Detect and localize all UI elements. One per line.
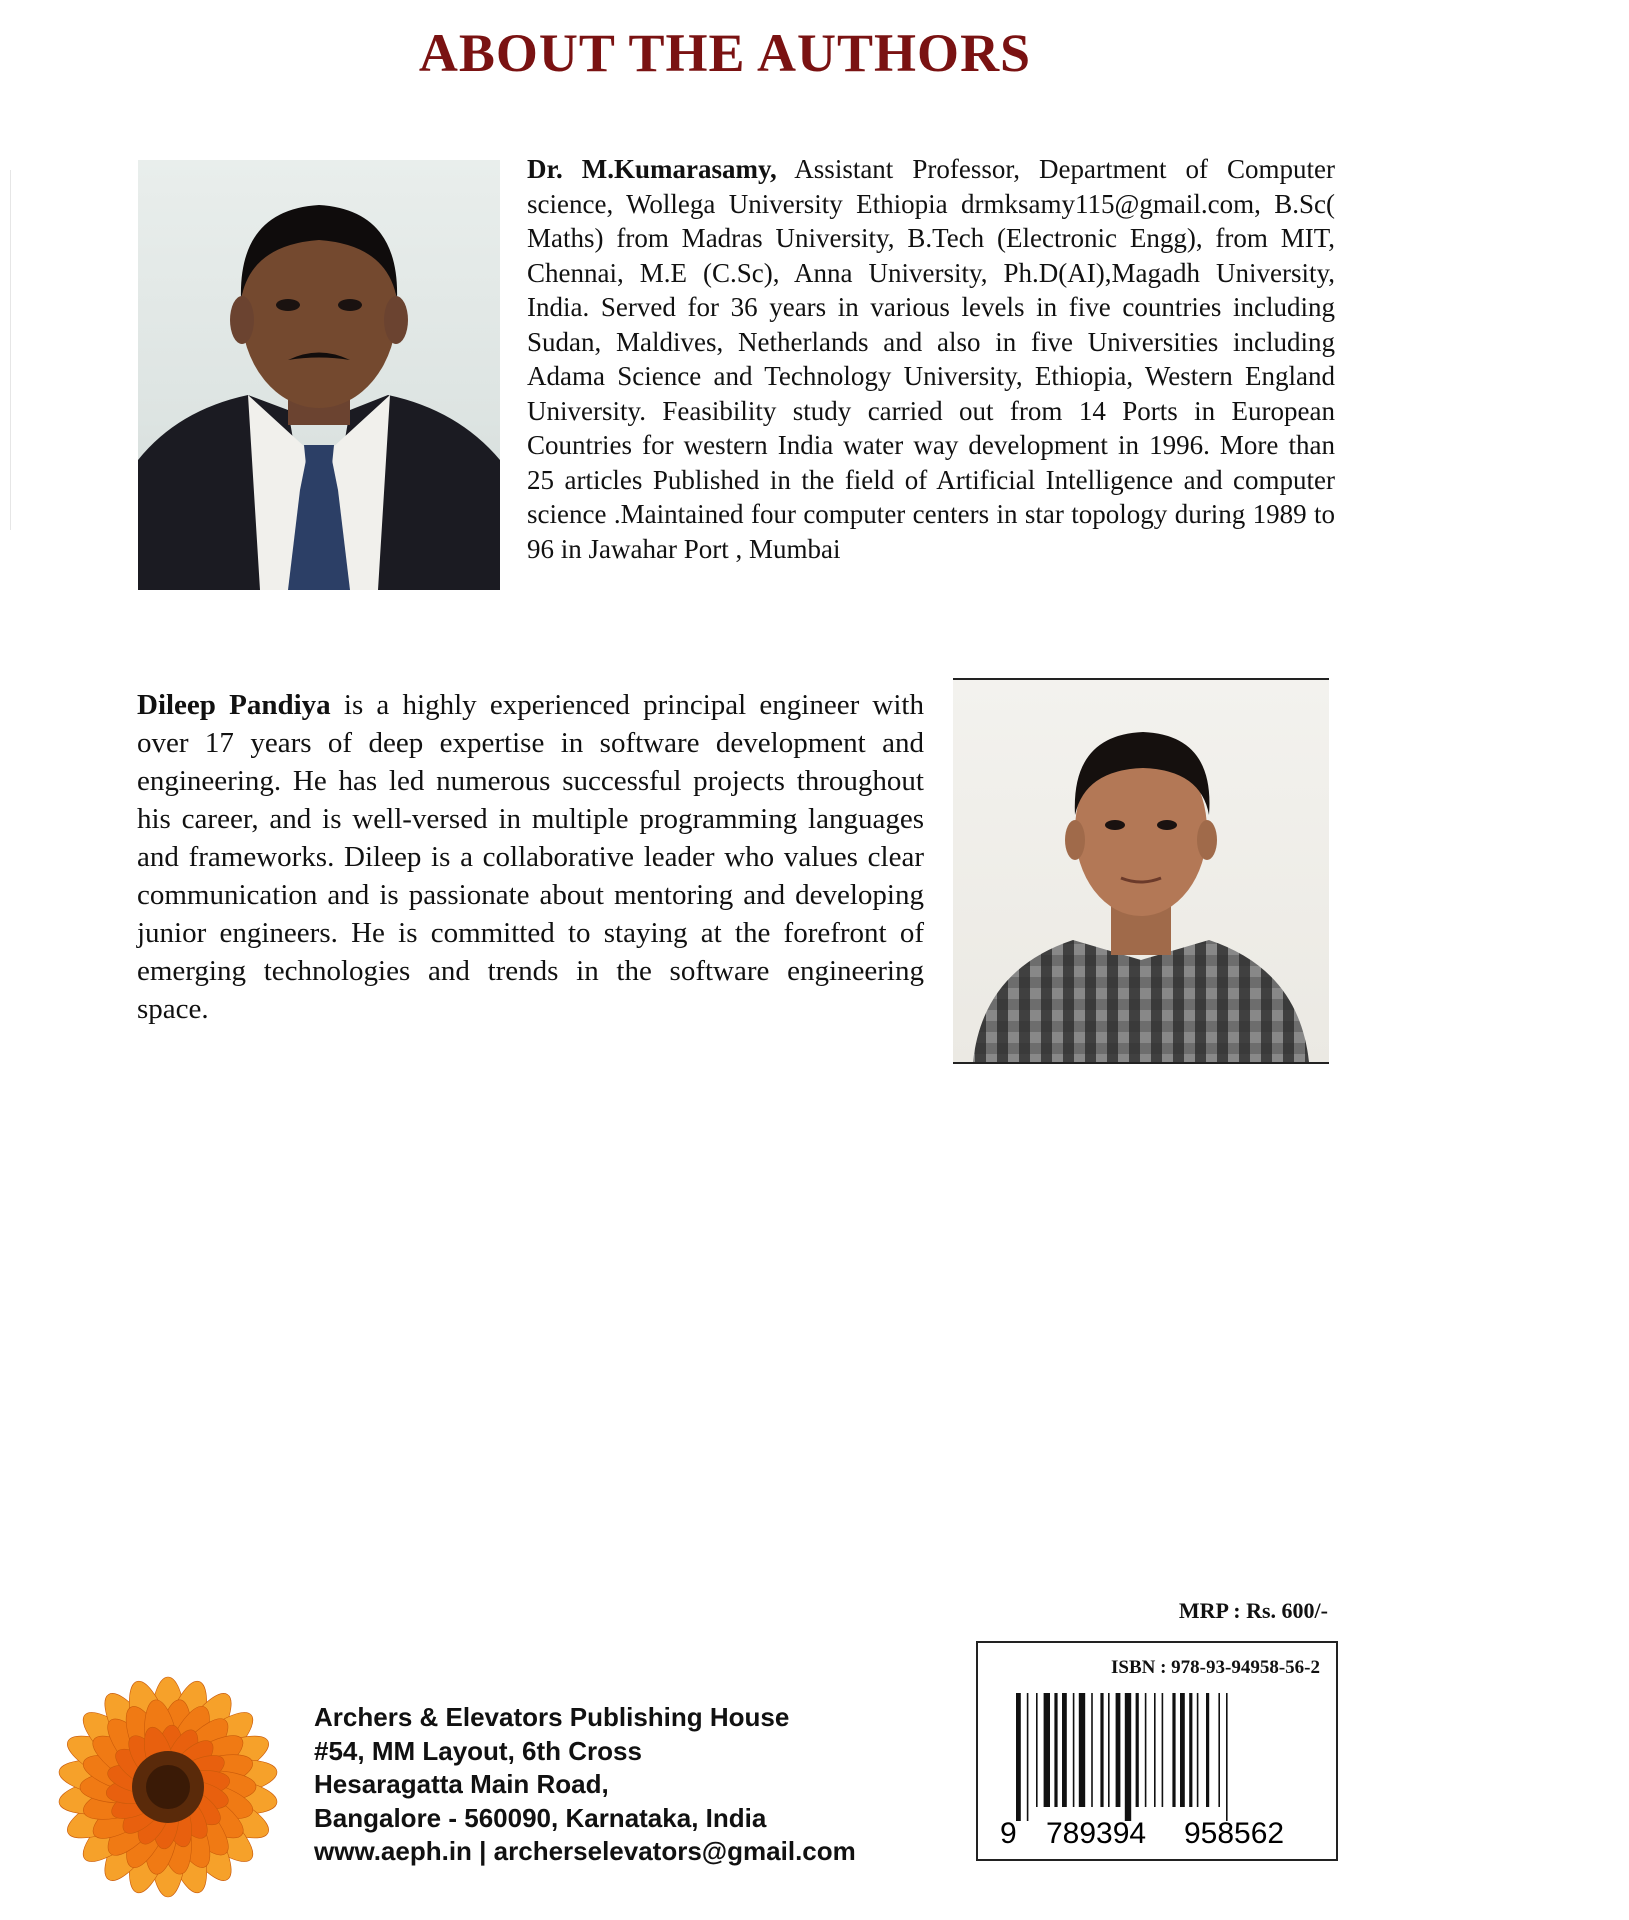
author2-portrait-illustration: [953, 680, 1329, 1062]
barcode-digits-right: 958562: [1184, 1817, 1285, 1850]
isbn-barcode-box: [976, 1641, 1338, 1861]
publisher-address-line3: Bangalore - 560090, Karnataka, India: [314, 1802, 767, 1833]
barcode-bar: [1054, 1693, 1057, 1807]
barcode-bar: [1016, 1693, 1021, 1821]
barcode-digit-lead: 9: [1000, 1817, 1017, 1850]
barcode-bar: [1218, 1693, 1220, 1807]
publisher-address-line1: #54, MM Layout, 6th Cross: [314, 1735, 642, 1766]
barcode-bar: [1116, 1693, 1121, 1807]
barcode-bar: [1044, 1693, 1050, 1807]
author2-name: Dileep Pandiya: [137, 689, 331, 721]
author1-portrait-illustration: [138, 160, 500, 590]
author2-bio: [137, 686, 924, 1028]
barcode-bar: [1172, 1693, 1175, 1807]
barcode-bar: [1226, 1693, 1228, 1821]
barcode-bar: [1154, 1693, 1156, 1807]
author1-bio: [527, 152, 1335, 566]
publisher-address-line2: Hesaragatta Main Road,: [314, 1769, 609, 1799]
barcode-bar: [1162, 1693, 1164, 1807]
barcode-bar: [1036, 1693, 1038, 1807]
price-label: MRP : Rs. 600/-: [1178, 1598, 1328, 1623]
barcode-bar: [1136, 1693, 1139, 1807]
barcode-bar: [1091, 1693, 1093, 1807]
author1-photo: [138, 160, 500, 590]
author1-bio-text: Assistant Professor, Department of Computer science, Wollega University Ethiopia drmksamy115@gmail.com, B.Sc( Maths) from Madras University, B.Tech (Electronic Engg), from MIT, Chennai, M.E (C.Sc), Anna University, Ph.D(AI),Magadh University, India. Served for 36 years in various levels in five countries including Sudan, Maldives, Netherlands and also in five Universities including Adama Science and Technology University, Ethiopia, Western England University. Feasibility study carried out from 14 Ports in European Countries for western India water way development in 1996. More than 25 articles Published in the field of Artificial Intelligence and computer science .Maintained four computer centers in star topology during 1989 to 96 in Jawahar Port , Mumbai: [527, 154, 1335, 564]
publisher-block: [314, 1701, 856, 1869]
barcode-bar: [1125, 1693, 1131, 1821]
publisher-name: Archers & Elevators Publishing House: [314, 1702, 790, 1732]
barcode-bar: [1108, 1693, 1110, 1807]
barcode-digits-left: 789394: [1046, 1817, 1147, 1850]
publisher-contact: www.aeph.in | archerselevators@gmail.com: [314, 1836, 856, 1866]
isbn-label: ISBN : 978-93-94958-56-2: [1111, 1657, 1320, 1678]
barcode-bars: [1016, 1693, 1228, 1821]
barcode-bar: [1206, 1693, 1209, 1807]
author2-photo: [953, 678, 1329, 1064]
page-title: ABOUT THE AUTHORS: [418, 23, 1032, 83]
author2-bio-text: is a highly experienced principal engineer with over 17 years of deep expertise in software development and engineering. He has led numerous successful projects throughout his career, and is well-versed in multiple programming languages and frameworks. Dileep is a collaborative leader who values clear communication and is passionate about mentoring and developing junior engineers. He is committed to staying at the forefront of emerging technologies and trends in the software engineering space.: [137, 689, 924, 1025]
flower-logo-icon: [30, 1655, 306, 1920]
barcode-bar: [1180, 1693, 1185, 1807]
barcode-bar: [1079, 1693, 1085, 1807]
barcode-bar: [1145, 1693, 1147, 1807]
barcode-graphic: [998, 1693, 1318, 1853]
barcode-bar: [1073, 1693, 1075, 1807]
barcode-bar: [1027, 1693, 1029, 1821]
barcode-bar: [1062, 1693, 1067, 1807]
barcode-bar: [1197, 1693, 1199, 1807]
page-edge-shadow: [10, 170, 11, 530]
author1-name: Dr. M.Kumarasamy,: [527, 154, 777, 184]
barcode-bar: [1189, 1693, 1192, 1807]
barcode-bar: [1100, 1693, 1103, 1807]
